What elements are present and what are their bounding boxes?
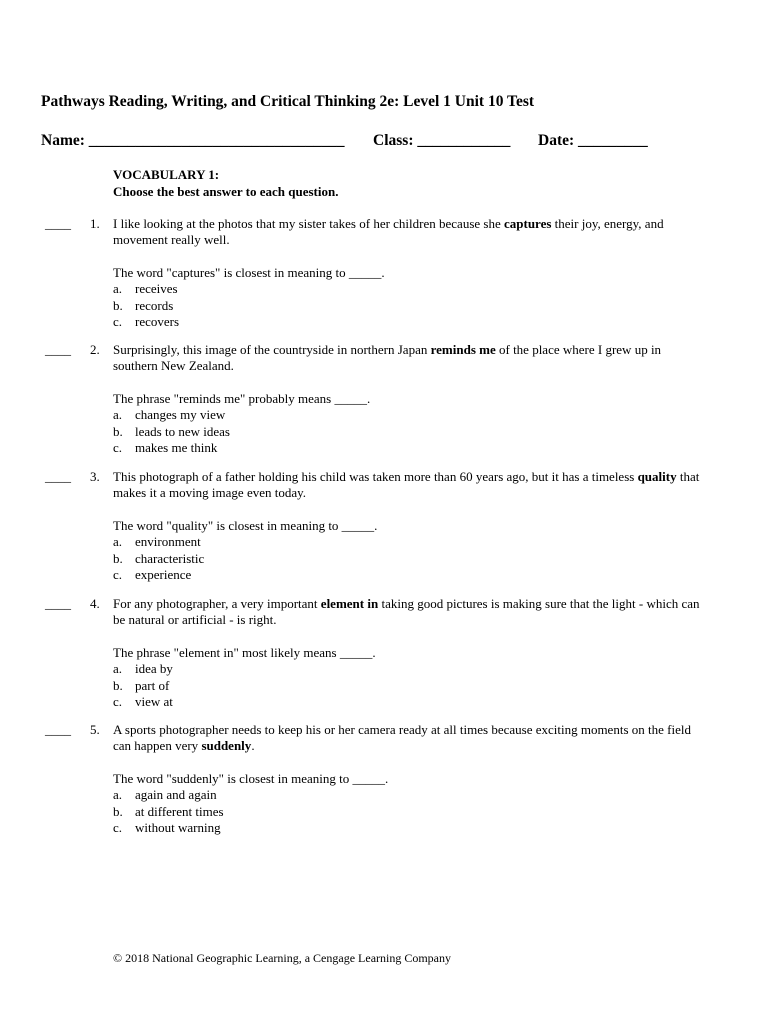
option-c	[113, 440, 709, 456]
option-letter: a.	[113, 534, 123, 550]
option-letter: b.	[113, 297, 123, 313]
option-letter: b.	[113, 677, 123, 693]
question-text	[113, 342, 709, 375]
question-text	[113, 469, 709, 502]
question-text-before: I like looking at the photos that my sister takes of her children because she	[113, 216, 504, 231]
highlighted-term: captures	[503, 216, 552, 231]
section-header	[113, 166, 338, 200]
option-letter: b.	[113, 550, 123, 566]
highlighted-term: quality	[637, 469, 677, 484]
option-text: changes my view	[135, 407, 226, 423]
option-text: makes me think	[135, 440, 218, 455]
option-a	[113, 661, 709, 677]
copyright-footer: © 2018 National Geographic Learning, a Cengage Learning Company	[113, 951, 452, 965]
question-text-after: .	[251, 738, 255, 754]
option-letter: a.	[113, 281, 123, 297]
option-text: without warning	[135, 820, 221, 835]
question-body	[113, 342, 709, 456]
question-text-before: Surprisingly, this image of the countryside in northern Japan	[113, 342, 431, 357]
option-text: receives	[135, 281, 178, 297]
option-text: part of	[135, 677, 170, 693]
option-letter: c.	[113, 694, 123, 709]
option-text: idea by	[135, 661, 173, 677]
option-letter: a.	[113, 661, 123, 677]
question-text-after: that makes it a moving image even today.	[113, 469, 700, 501]
option-text: leads to new ideas	[135, 423, 230, 439]
question-number: 4.	[90, 596, 100, 611]
class-field: Class: ____________	[373, 132, 511, 149]
question-prompt: The phrase "reminds me" probably means _____.	[113, 390, 371, 406]
question-prompt: The word "quality" is closest in meaning to _____.	[113, 517, 378, 533]
option-letter: b.	[113, 803, 123, 819]
option-text: environment	[135, 534, 201, 550]
option-letter: c.	[113, 440, 123, 455]
question-text-after: their joy, energy, and movement really well.	[113, 216, 664, 248]
option-a	[113, 407, 709, 423]
page-title: Pathways Reading, Writing, and Critical Thinking 2e: Level 1 Unit 10 Test	[41, 93, 535, 110]
option-text: experience	[135, 567, 192, 582]
highlighted-term: element in	[320, 596, 379, 611]
option-c	[113, 820, 709, 836]
option-letter: a.	[113, 787, 123, 803]
option-c	[113, 567, 709, 583]
question-text-after: of the place where I grew up in southern New Zealand.	[113, 342, 662, 374]
answer-blank: ____	[45, 216, 71, 231]
question-number: 1.	[90, 216, 100, 231]
option-letter: c.	[113, 314, 123, 329]
question-body	[113, 216, 709, 330]
section-heading: VOCABULARY 1:	[113, 167, 220, 182]
option-b	[113, 551, 709, 567]
date-field: Date: _________	[538, 132, 648, 149]
option-letter: c.	[113, 567, 123, 582]
option-a	[113, 534, 709, 550]
question-body	[113, 469, 709, 583]
option-a	[113, 281, 709, 297]
question-prompt: The word "captures" is closest in meaning to _____.	[113, 264, 385, 280]
answer-blank: ____	[45, 596, 71, 611]
question-number: 2.	[90, 342, 100, 357]
question-text	[113, 596, 709, 629]
option-b	[113, 804, 709, 820]
option-text: characteristic	[135, 550, 205, 566]
option-text: at different times	[135, 803, 224, 819]
option-b	[113, 424, 709, 440]
option-c	[113, 314, 709, 330]
highlighted-term: suddenly	[201, 738, 252, 754]
option-text: records	[135, 297, 174, 313]
option-a	[113, 787, 709, 803]
question-body	[113, 722, 709, 836]
option-c	[113, 694, 709, 710]
question-text	[113, 216, 709, 249]
question-prompt: The word "suddenly" is closest in meaning to _____.	[113, 770, 389, 786]
answer-blank: ____	[45, 469, 71, 484]
option-text: recovers	[135, 314, 180, 329]
question-number: 3.	[90, 469, 100, 484]
option-letter: c.	[113, 820, 123, 835]
question-body	[113, 596, 709, 710]
option-b	[113, 298, 709, 314]
question-number: 5.	[90, 722, 100, 737]
question-text-before: This photograph of a father holding his child was taken more than 60 years ago, but it has a timeless	[113, 469, 638, 484]
question-text	[113, 722, 709, 755]
option-letter: a.	[113, 407, 123, 423]
option-text: view at	[135, 694, 173, 709]
highlighted-term: reminds me	[430, 342, 496, 357]
question-text-after: taking good pictures is making sure that the light - which can be natural or artificial - is right.	[113, 596, 700, 628]
name-field: Name: _________________________________	[41, 132, 345, 149]
option-letter: b.	[113, 423, 123, 439]
question-text-before: For any photographer, a very important	[113, 596, 321, 611]
section-instruction: Choose the best answer to each question.	[113, 184, 339, 199]
question-prompt: The phrase "element in" most likely means _____.	[113, 644, 376, 660]
answer-blank: ____	[45, 342, 71, 357]
question-text-before: A sports photographer needs to keep his or her camera ready at all times because exciting moments on the field can happen very	[113, 722, 691, 754]
answer-blank: ____	[45, 722, 71, 737]
option-text: again and again	[135, 787, 217, 803]
option-b	[113, 678, 709, 694]
